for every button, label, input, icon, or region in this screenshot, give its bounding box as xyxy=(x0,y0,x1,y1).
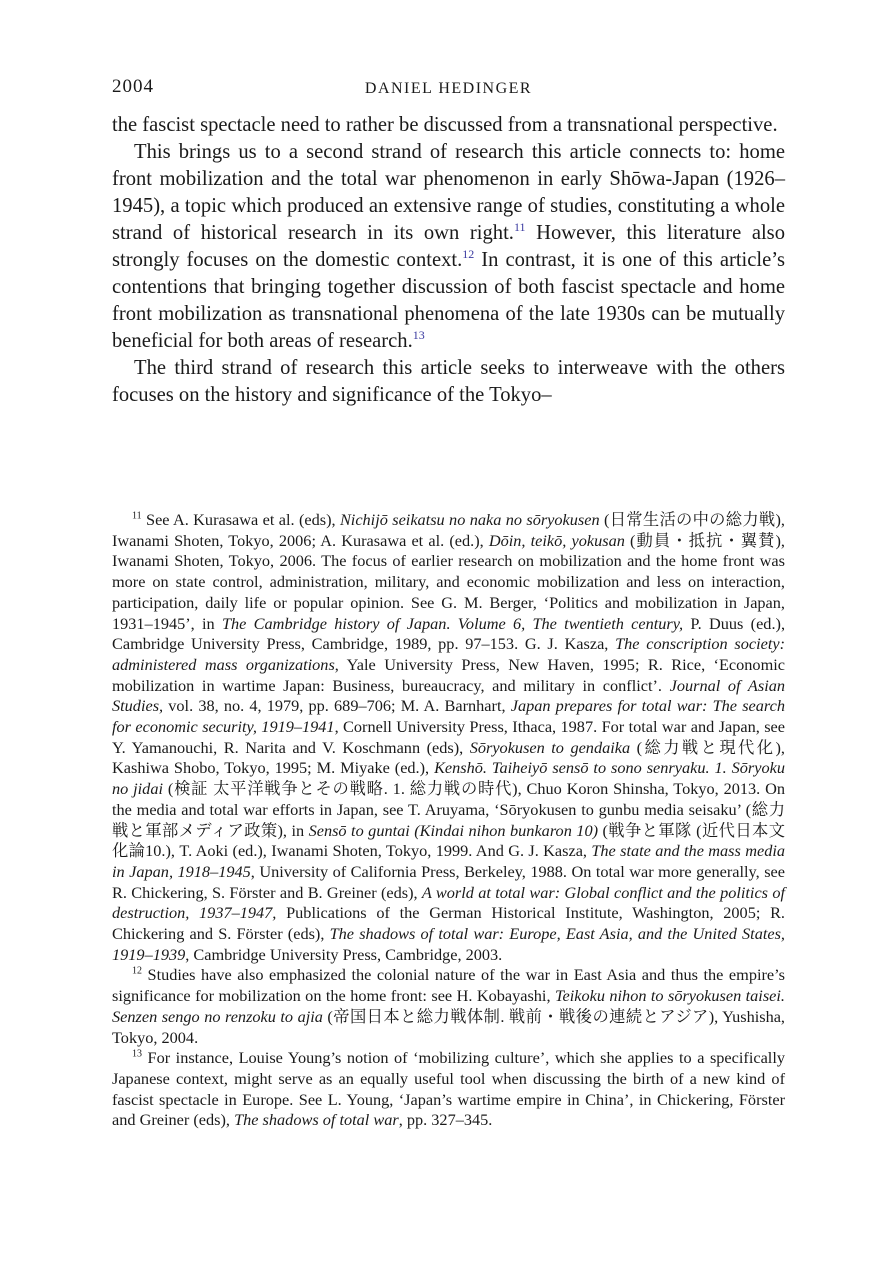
footnote-title: Teikoku nihon to sōryokusen taisei. Senzen sengo no renzoku to ajia xyxy=(112,986,785,1026)
paragraph-2 xyxy=(112,139,785,355)
footnote-text: See A. Kurasawa et al. (eds), xyxy=(141,510,340,529)
footnote-text: P. Duus (ed.), Cambridge University Press, Cambridge, 1989, pp. 97–153. G. J. Kasza, xyxy=(112,613,786,654)
footnote-text: (総力戦と現代化), Kashiwa Shobo, Tokyo, 1995; M. Miyake (ed.), xyxy=(112,737,785,778)
footnote-11 xyxy=(112,510,785,965)
footnote-title: The Cambridge history of Japan. Volume 6, The twentieth century, xyxy=(221,613,684,633)
footnote-number: 12 xyxy=(132,966,142,978)
footnote-title: The state and the mass media in Japan, 1918–1945 xyxy=(112,841,785,881)
footnote-title: Sensō to guntai (Kindai nihon bunkaron 10) xyxy=(308,820,599,840)
paragraph-2-part-a: This brings us to a second strand of research this article connects to: home front mobilization and the total war phenomenon in early Shōwa-Japan (1926–1945), a topic which produced an extensive range of studies, constituting a whole strand of historical research in its own right. xyxy=(112,141,785,244)
footnote-text: , Cambridge University Press, Cambridge, 2003. xyxy=(185,944,503,964)
footnote-text: vol. 38, no. 4, 1979, pp. 689–706; M. A. Barnhart, xyxy=(163,696,511,716)
footnote-text: (戦争と軍隊 (近代日本文化論10.), T. Aoki (ed.), Iwanami Shoten, Tokyo, 1999. And G. J. Kasza, xyxy=(112,820,785,861)
page-number: 2004 xyxy=(112,76,154,97)
footnote-text: (検証 太平洋戦争とその戦略. 1. 総力戦の時代), Chuo Koron Shinsha, Tokyo, 2013. On the media and total war efforts in Japan, see T. Aruyama, ‘Sōryokusen to gunbu media seisaku’ (総力戦と軍部メディア政策), in xyxy=(112,779,785,840)
footnote-number: 13 xyxy=(132,1048,142,1060)
footnote-title: Sōryokusen to gendaika xyxy=(469,737,631,757)
paragraph-2-part-b: However, this literature also strongly focuses on the domestic context. xyxy=(112,222,785,271)
footnote-ref-13[interactable]: 13 xyxy=(412,328,425,343)
footnote-title: Journal of Asian Studies, xyxy=(112,675,786,716)
page xyxy=(112,76,785,409)
footnote-text: Studies have also emphasized the colonial nature of the war in East Asia and thus the empire’s significance for mobilization on the home front: see H. Kobayashi, xyxy=(112,965,785,1006)
footnotes xyxy=(112,510,785,1131)
paragraph-2-part-c: In contrast, it is one of this article’s contentions that bringing together discussion of both fascist spectacle and home front mobilization as transnational phenomena of the late 1930s can be mutually beneficial for both areas of research. xyxy=(112,249,786,352)
footnote-title: Kenshō. Taiheiyō sensō to sono senryaku. 1. Sōryoku no jidai xyxy=(112,758,785,799)
footnote-ref-11[interactable]: 11 xyxy=(513,220,526,235)
footnote-text: , Cornell University Press, Ithaca, 1987. For total war and Japan, see Y. Yamanouchi, R. Narita and V. Koschmann (eds), xyxy=(112,717,785,757)
footnote-text: , pp. 327–345. xyxy=(398,1110,493,1130)
footnote-text: (動員・抵抗・翼賛), Iwanami Shoten, Tokyo, 2006. The focus of earlier research on mobilization and the home front was more on state control, administration, military, and economic mobilization and less on interaction, participation, daily life or popular opinion. See G. M. Berger, ‘Politics and mobilization in Japan, 1931–1945’, in xyxy=(112,530,785,633)
footnote-text: For instance, Louise Young’s notion of ‘mobilizing culture’, which she applies to a specifically Japanese context, might serve as an equally useful tool when discussing the birth of a new kind of fascist spectacle in Europe. See L. Young, ‘Japan’s wartime empire in China’, in Chickering, Förster and Greiner (eds), xyxy=(112,1048,785,1130)
paragraph-1: the fascist spectacle need to rather be discussed from a transnational perspective. xyxy=(112,114,778,136)
footnote-title: The conscription society: administered mass organizations xyxy=(112,634,785,674)
footnote-title: Dōin, teikō, yokusan xyxy=(488,530,625,550)
main-text xyxy=(112,112,785,409)
footnote-12 xyxy=(112,965,785,1048)
footnote-text: (日常生活の中の総力戦), Iwanami Shoten, Tokyo, 2006; A. Kurasawa et al. (ed.), xyxy=(112,510,785,550)
paragraph-3: The third strand of research this article seeks to interweave with the others focuses on the history and significance of the Tokyo– xyxy=(112,357,785,406)
footnote-title: The shadows of total war: Europe, East Asia, and the United States, 1919–1939 xyxy=(112,924,785,964)
footnote-title: Japan prepares for total war: The search for economic security, 1919–1941 xyxy=(112,696,786,737)
footnote-title: A world at total war: Global conflict and the politics of destruction, 1937–1947, xyxy=(112,882,785,923)
footnote-title: The shadows of total war xyxy=(234,1110,399,1130)
footnote-text: (帝国日本と総力戦体制. 戦前・戦後の連続とアジア), Yushisha, Tokyo, 2004. xyxy=(112,1006,786,1047)
running-head-author: DANIEL HEDINGER xyxy=(364,80,533,97)
footnote-text: Publications of the German Historical Institute, Washington, 2005; R. Chickering and S. Förster (eds), xyxy=(112,903,786,944)
footnote-ref-12[interactable]: 12 xyxy=(462,247,475,262)
running-header xyxy=(112,76,785,104)
footnote-text: , Yale University Press, New Haven, 1995; R. Rice, ‘Economic mobilization in wartime Japan: Business, bureaucracy, and military in conflict’. xyxy=(112,654,785,695)
footnote-13 xyxy=(112,1048,785,1131)
footnote-number: 11 xyxy=(132,510,142,522)
footnote-text: , University of California Press, Berkeley, 1988. On total war more generally, see R. Chickering, S. Förster and B. Greiner (eds), xyxy=(112,861,785,902)
footnote-title: Nichijō seikatsu no naka no sōryokusen xyxy=(339,510,600,529)
